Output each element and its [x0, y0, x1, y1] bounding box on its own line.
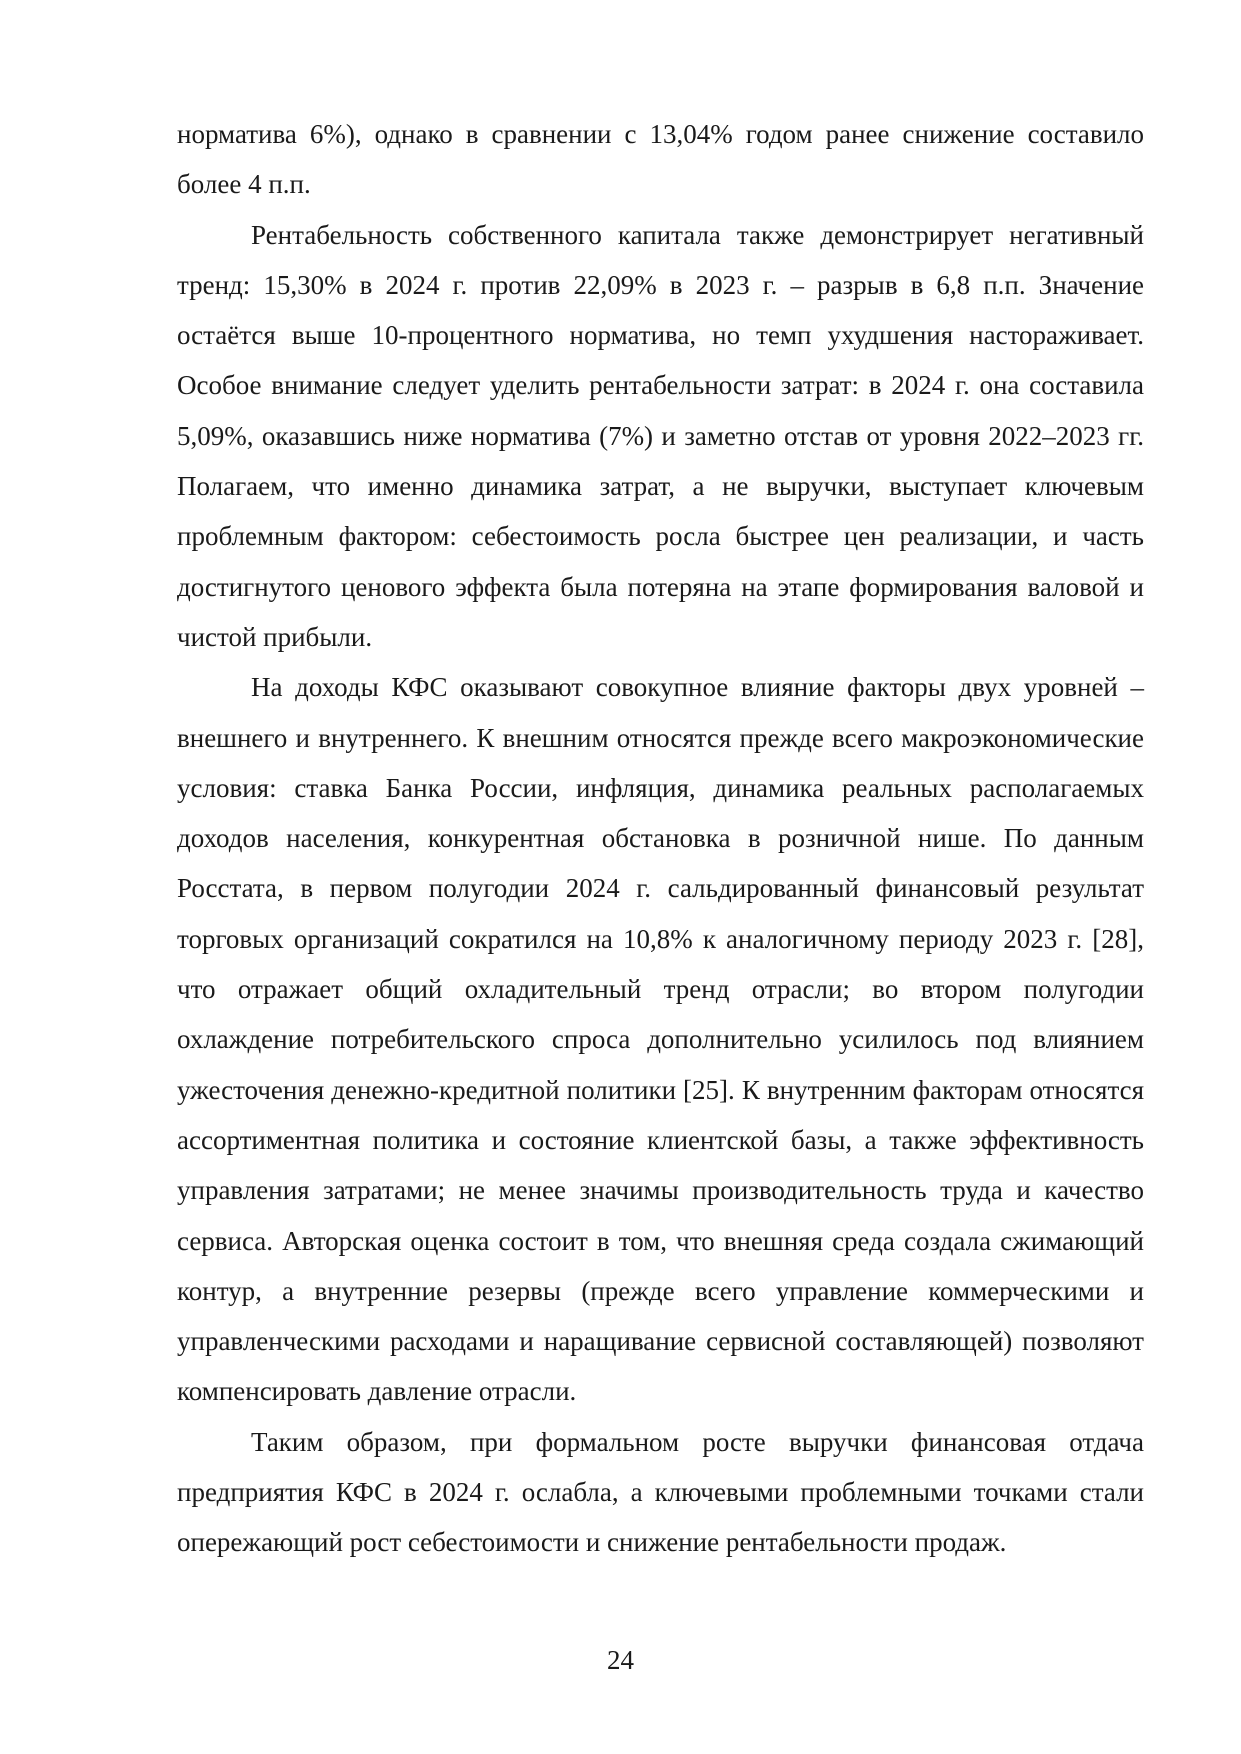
- paragraph-conclusion: Таким образом, при формальном росте выручки финансовая отдача предприятия КФС в 2024 г. ослабла, а ключевыми проблемными точками стали опережающий рост себестоимости и снижение рентабельности продаж.: [177, 1426, 1144, 1558]
- paragraph-return-on-equity: Рентабельность собственного капитала также демонстрирует негативный тренд: 15,30% в 2024 г. против 22,09% в 2023 г. – разрыв в 6,8 п.п. Значение остаётся выше 10-процентного норматива, но темп ухудшения настораживает. Особое внимание следует уделить рентабельности затрат: в 2024 г. она составила 5,09%, оказавшись ниже норматива (7%) и заметно отстав от уровня 2022–2023 гг. Полагаем, что именно динамика затрат, а не выручки, выступает ключевым проблемным фактором: себестоимость росла быстрее цен реализации, и часть достигнутого ценового эффекта была потеряна на этапе формирования валовой и чистой прибыли.: [177, 219, 1144, 652]
- paragraph-continuation: норматива 6%), однако в сравнении с 13,04% годом ранее снижение составило более 4 п.п.: [177, 119, 1144, 200]
- page-number: 24: [607, 1645, 634, 1675]
- document-body: [177, 109, 1144, 1568]
- paragraph-income-factors: На доходы КФС оказывают совокупное влияние факторы двух уровней – внешнего и внутреннего. К внешним относятся прежде всего макроэкономические условия: ставка Банка России, инфляция, динамика реальных располагаемых доходов населения, конкурентная обстановка в розничной нише. По данным Росстата, в первом полугодии 2024 г. сальдированный финансовый результат торговых организаций сократился на 10,8% к аналогичному периоду 2023 г. [28], что отражает общий охладительный тренд отрасли; во втором полугодии охлаждение потребительского спроса дополнительно усилилось под влиянием ужесточения денежно-кредитной политики [25]. К внутренним факторам относятся ассортиментная политика и состояние клиентской базы, а также эффективность управления затратами; не менее значимы производительность труда и качество сервиса. Авторская оценка состоит в том, что внешняя среда создала сжимающий контур, а внутренние резервы (прежде всего управление коммерческими и управленческими расходами и наращивание сервисной составляющей) позволяют компенсировать давление отрасли.: [177, 672, 1144, 1407]
